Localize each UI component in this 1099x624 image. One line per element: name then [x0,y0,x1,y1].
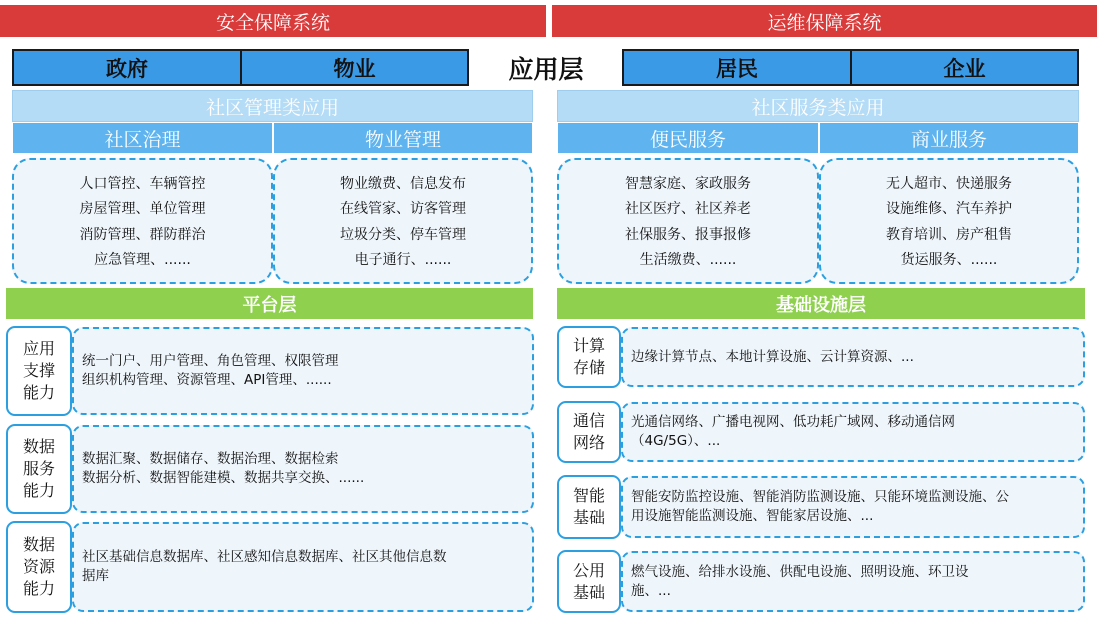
list-item: 生活缴费、...... [639,252,737,269]
list-item: 社保服务、报事报修 [625,226,751,243]
user-enterprise-label: 企业 [943,56,986,81]
user-residents [622,49,852,86]
list-item: 人口管控、车辆管控 [79,175,206,192]
smart-infra-label: 智能 基础 [557,475,621,539]
compute-storage-desc: 边缘计算节点、本地计算设施、云计算资源、... [621,327,1085,387]
list-item: 设施维修、汽车养护 [886,201,1012,218]
public-infra-label: 公用 基础 [557,550,621,613]
platform-layer-title: 平台层 [242,294,297,316]
mgmt-apps-title: 社区管理类应用 [205,96,339,119]
list-item: 智慧家庭、家政服务 [625,175,751,192]
convenience-items-box [557,158,819,284]
mgmt-col-governance [12,122,273,154]
list-item: 在线管家、访客管理 [340,201,466,218]
data-resource-capability: 数据 资源 能力 [6,521,72,613]
list-item: 社区医疗、社区养老 [625,201,751,218]
service-col-commercial [819,122,1079,154]
security-system-label: 安全保障系统 [215,11,330,34]
service-col-convenience [557,122,819,154]
property-items-box [273,158,533,284]
list-item: 无人超市、快递服务 [886,175,1012,192]
security-system-bar [0,5,546,37]
user-property [240,49,469,86]
list-item: 房屋管理、单位管理 [79,201,206,218]
data-service-desc: 数据汇聚、数据储存、数据治理、数据检索 数据分析、数据智能建模、数据共享交换、...... [72,425,534,513]
service-col-convenience-label: 便民服务 [649,128,726,151]
app-support-desc: 统一门户、用户管理、角色管理、权限管理 组织机构管理、资源管理、API管理、...... [72,327,534,415]
mgmt-col-property-label: 物业管理 [364,128,441,151]
service-apps-title: 社区服务类应用 [751,96,885,119]
mgmt-col-governance-label: 社区治理 [104,128,181,151]
platform-layer-bar [6,288,533,319]
service-col-commercial-label: 商业服务 [910,128,987,151]
user-residents-label: 居民 [716,56,758,81]
app-layer-title [470,49,622,86]
list-item: 应急管理、...... [94,252,191,269]
list-item: 消防管理、群防群治 [79,226,206,243]
ops-system-bar [552,5,1097,37]
governance-items-box [12,158,273,284]
service-apps-bar [557,90,1079,122]
app-layer-title-text: 应用层 [508,54,584,84]
user-enterprise [850,49,1079,86]
user-government [12,49,242,86]
list-item: 垃圾分类、停车管理 [340,226,466,243]
compute-storage-label: 计算 存储 [557,326,621,388]
list-item: 电子通行、...... [354,252,452,269]
infra-layer-bar [557,288,1085,319]
commercial-items-box [819,158,1079,284]
data-service-capability: 数据 服务 能力 [6,424,72,514]
user-government-label: 政府 [106,56,148,81]
comm-network-label: 通信 网络 [557,401,621,463]
mgmt-col-property [273,122,533,154]
app-support-capability: 应用 支撑 能力 [6,326,72,416]
ops-system-label: 运维保障系统 [767,11,882,34]
list-item: 教育培训、房产租售 [886,226,1012,243]
list-item: 货运服务、...... [900,252,998,269]
data-resource-desc: 社区基础信息数据库、社区感知信息数据库、社区其他信息数 据库 [72,522,534,612]
infra-layer-title: 基础设施层 [776,294,866,316]
list-item: 物业缴费、信息发布 [340,175,466,192]
public-infra-desc: 燃气设施、给排水设施、供配电设施、照明设施、环卫设 施、... [621,551,1085,612]
smart-infra-desc: 智能安防监控设施、智能消防监测设施、只能环境监测设施、公 用设施智能监测设施、智能家居设施、... [621,476,1085,538]
user-property-label: 物业 [333,56,376,81]
comm-network-desc: 光通信网络、广播电视网、低功耗广域网、移动通信网 （4G/5G）、... [621,402,1085,462]
mgmt-apps-bar [12,90,533,122]
